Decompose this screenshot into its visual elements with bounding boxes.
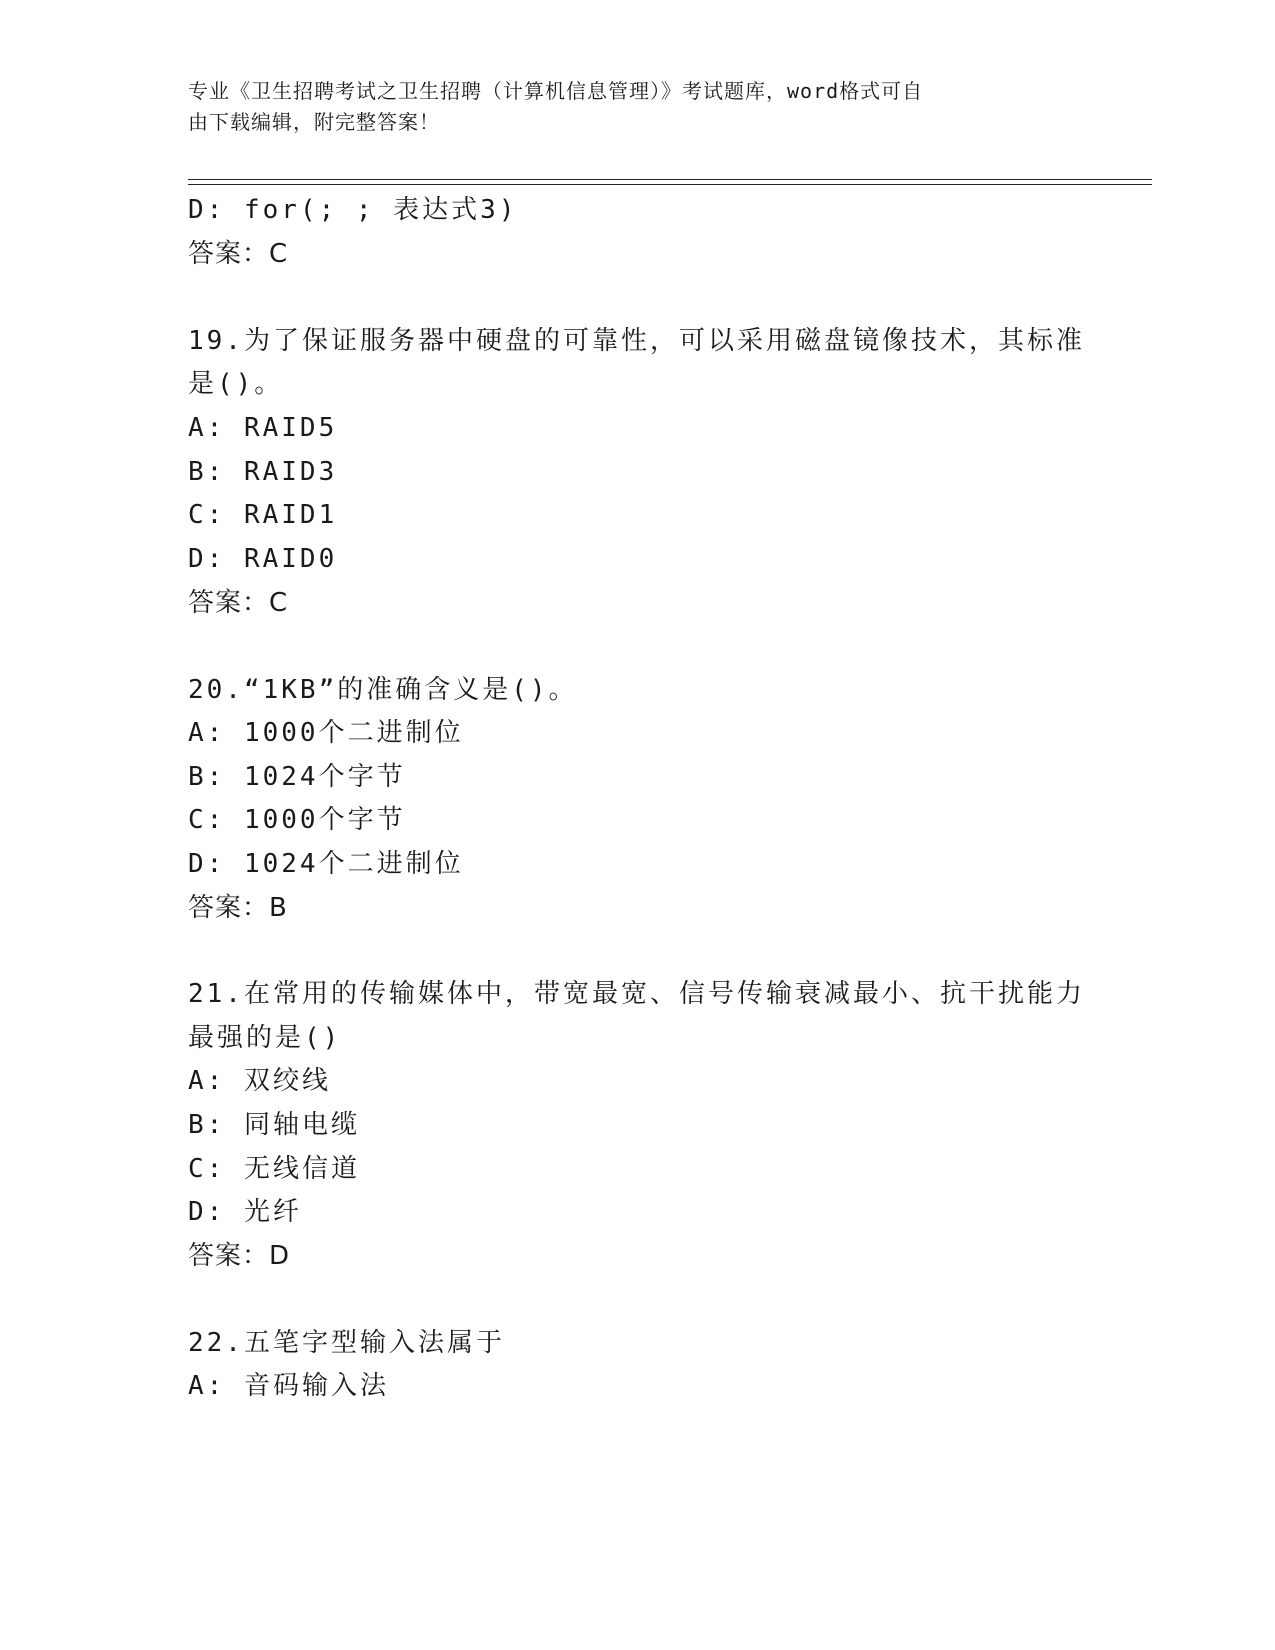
q22-stem-line-1: 22.五笔字型输入法属于 xyxy=(188,1328,505,1358)
q19-stem-line-1: 19.为了保证服务器中硬盘的可靠性，可以采用磁盘镜像技术，其标准 xyxy=(188,326,1085,356)
q22-option-a: A: 音码输入法 xyxy=(188,1371,389,1401)
q21-stem-line-2: 最强的是() xyxy=(188,1023,342,1053)
q20-answer: 答案：B xyxy=(188,893,288,923)
q20-option-b: B: 1024个字节 xyxy=(188,762,406,792)
q19-option-d: D: RAID0 xyxy=(188,544,338,574)
prev-option-d: D: for(; ; 表达式3) xyxy=(188,195,518,225)
q20-option-d: D: 1024个二进制位 xyxy=(188,849,464,879)
q20-option-a: A: 1000个二进制位 xyxy=(188,718,464,748)
header-line-1: 专业《卫生招聘考试之卫生招聘（计算机信息管理）》考试题库，word格式可自 xyxy=(188,79,924,103)
q21-stem-line-1: 21.在常用的传输媒体中，带宽最宽、信号传输衰减最小、抗干扰能力 xyxy=(188,979,1085,1009)
q19-option-b: B: RAID3 xyxy=(188,457,338,487)
q20-stem-line-1: 20.“1KB”的准确含义是()。 xyxy=(188,675,578,705)
q19-option-c: C: RAID1 xyxy=(188,500,338,530)
q20-option-c: C: 1000个字节 xyxy=(188,805,406,835)
q21-option-c: C: 无线信道 xyxy=(188,1154,360,1184)
header-line-2: 由下载编辑，附完整答案！ xyxy=(188,110,440,134)
header-divider-top xyxy=(188,179,1152,180)
document-header xyxy=(188,76,1068,138)
q19-answer: 答案：C xyxy=(188,588,289,618)
q19-stem-line-2: 是()。 xyxy=(188,369,284,399)
prev-answer: 答案：C xyxy=(188,239,289,269)
q19-option-a: A: RAID5 xyxy=(188,413,338,443)
q21-option-d: D: 光纤 xyxy=(188,1197,302,1227)
q21-option-b: B: 同轴电缆 xyxy=(188,1110,360,1140)
header-divider-bottom xyxy=(188,184,1152,185)
q21-option-a: A: 双绞线 xyxy=(188,1066,331,1096)
q21-answer: 答案：D xyxy=(188,1241,291,1271)
